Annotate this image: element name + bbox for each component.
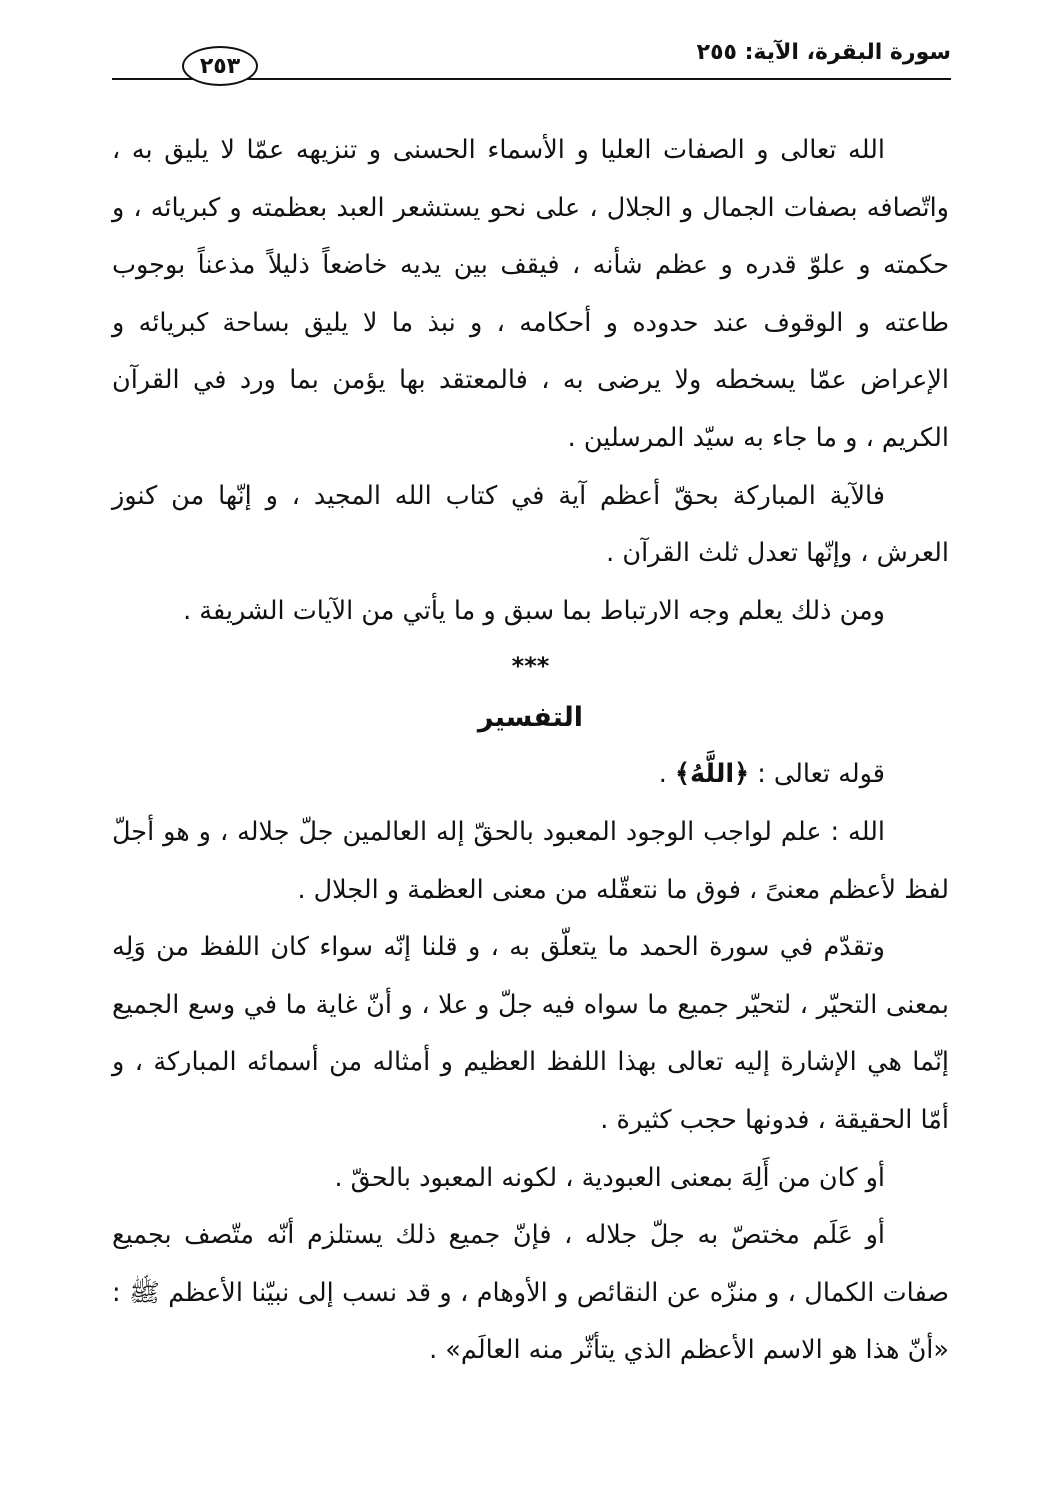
verse-line (112, 746, 949, 804)
paragraph-3: ومن ذلك يعلم وجه الارتباط بما سبق و ما يأتي من الآيات الشريفة . (183, 595, 885, 626)
paragraph-1: الله تعالى و الصفات العليا و الأسماء الحسنى و تنزيهه عمّا لا يليق به ، واتّصافه بصفات الجمال و الجلال ، على نحو يستشعر العبد بعظمته و كبريائه ، و حكمته و علوّ قدره و عظم شأنه ، فيقف بين يديه خاضعاً ذليلاً مذعناً بوجوب طاعته و الوقوف عند حدوده و أحكامه ، و نبذ ما لا يليق بساحة كبريائه و الإعراض عمّا يسخطه ولا يرضى به ، فالمعتقد بها يؤمن بما ورد في القرآن الكريم ، و ما جاء به سيّد المرسلين . (112, 135, 949, 453)
section-separator: *** (511, 652, 550, 681)
paragraph-8: أو عَلَم مختصّ به جلّ جلاله ، فإنّ جميع ذلك يستلزم أنّه متّصف بجميع صفات الكمال ، و منزّه عن النقائص و الأوهام ، و قد نسب إلى نبيّنا الأعظم ﷺ : «أنّ هذا هو الاسم الأعظم الذي يتأثّر منه العالَم» . (112, 1220, 949, 1366)
paragraph-6: وتقدّم في سورة الحمد ما يتعلّق به ، و قلنا إنّه سواء كان اللفظ من وَلِه بمعنى التحيّر ، لتحيّر جميع ما سواه فيه جلّ و علا ، و أنّ غاية ما في وسع الجميع إنّما هي الإشارة إليه تعالى بهذا اللفظ العظيم و أمثاله من أسمائه المباركة ، و أمّا الحقيقة ، فدونها حجب كثيرة . (112, 932, 949, 1135)
page-body (112, 122, 949, 1380)
verse-intro: قوله تعالى : (749, 759, 885, 790)
section-heading: التفسير (477, 702, 584, 734)
paragraph-5: الله : علم لواجب الوجود المعبود بالحقّ إله العالمين جلّ جلاله ، و هو أجلّ لفظ لأعظم معنىً ، فوق ما نتعقّله من معنى العظمة و الجلال . (112, 816, 949, 905)
paragraph-7: أو كان من أَلِهَ بمعنى العبودية ، لكونه المعبود بالحقّ . (334, 1162, 885, 1193)
paragraph-2: فالآية المباركة بحقّ أعظم آية في كتاب الله المجيد ، و إنّها من كنوز العرش ، وإنّها تعدل ثلث القرآن . (112, 480, 949, 569)
running-header-title: سورة البقرة، الآية: ٢٥٥ (696, 40, 951, 65)
verse-end: . (658, 759, 676, 790)
quranic-verse: ﴿اللَّهُ﴾ (675, 759, 750, 790)
page-number-badge: ٢٥٣ (182, 46, 258, 86)
